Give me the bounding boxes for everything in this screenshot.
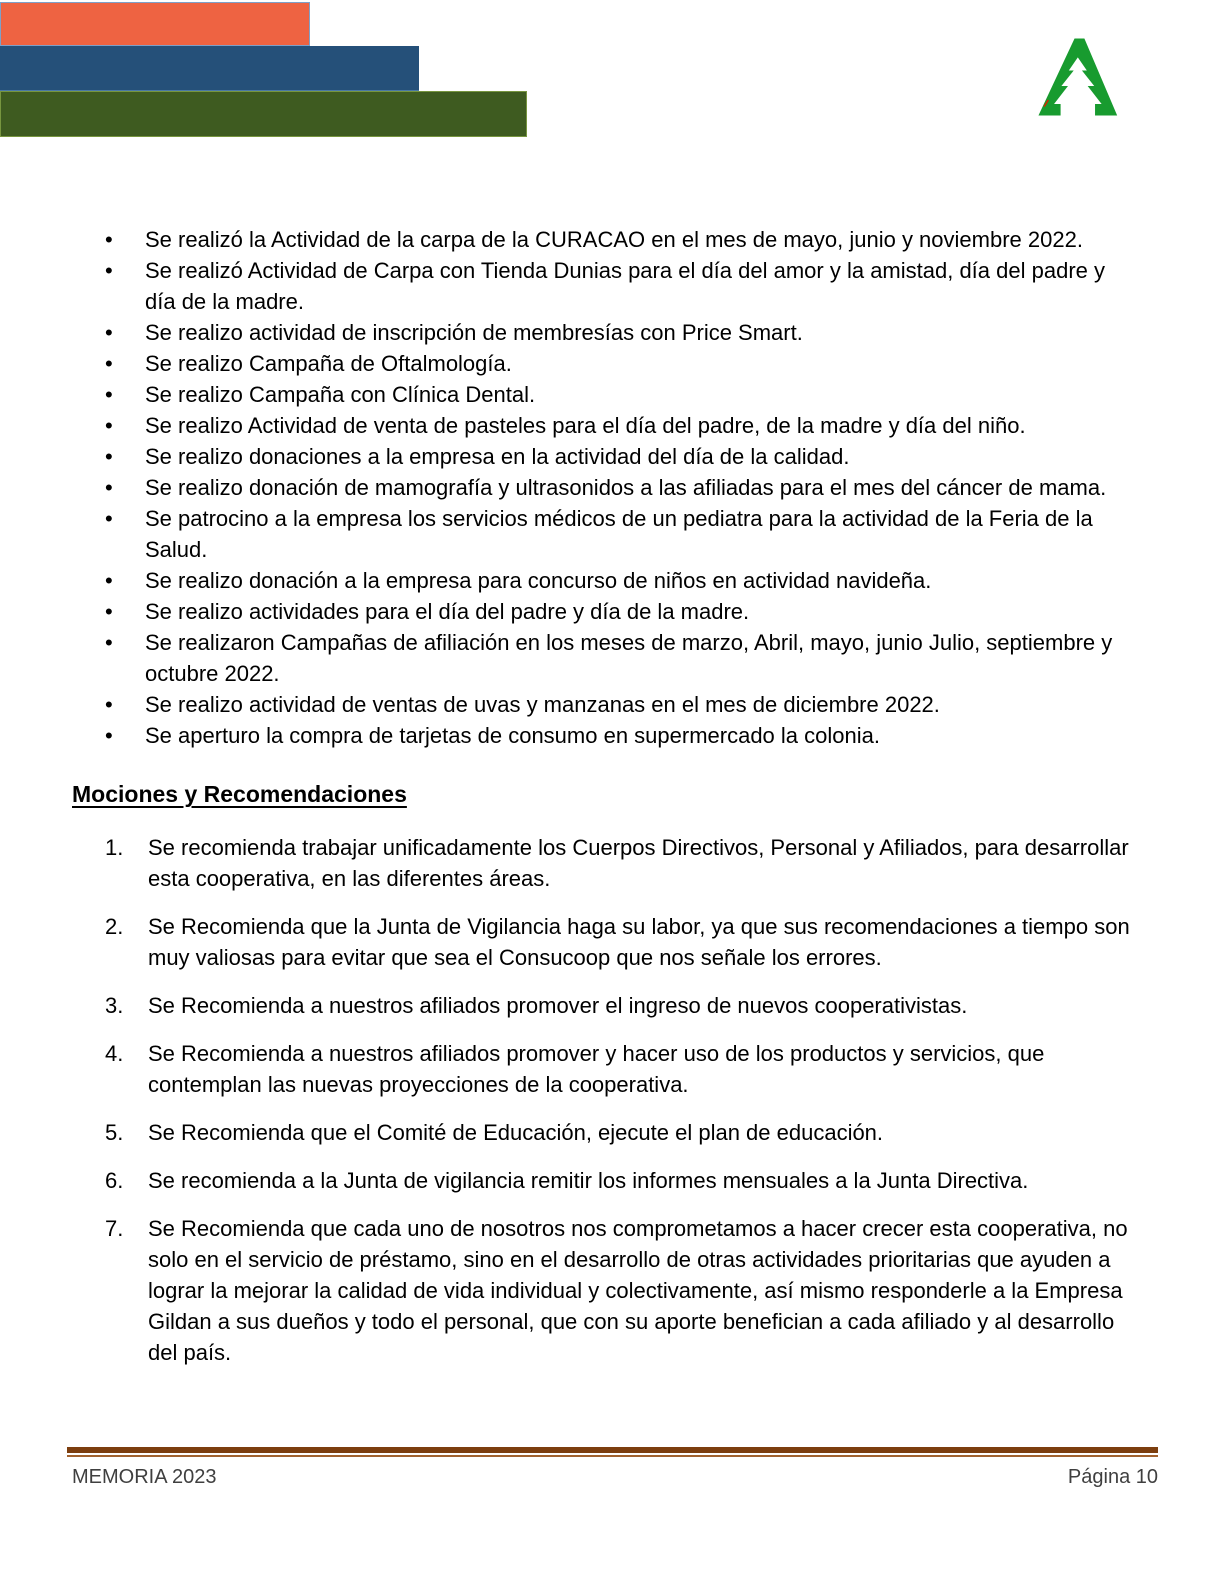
list-item: Se Recomienda a nuestros afiliados promover el ingreso de nuevos cooperativistas.: [148, 993, 968, 1018]
activity-bullet-list: [72, 224, 1130, 751]
list-item: Se Recomienda que el Comité de Educación, ejecute el plan de educación.: [148, 1120, 884, 1145]
footer-rule-dark-line: [67, 1447, 1158, 1453]
list-item: • Se aperturo la compra de tarjetas de consumo en supermercado la colonia.: [72, 720, 1130, 751]
pine-tree-a-logo-icon: [1035, 36, 1119, 118]
list-item: • Se realizo donación a la empresa para concurso de niños en actividad navideña.: [72, 565, 1130, 596]
page-content: [72, 224, 1130, 1385]
list-item: • Se realizo donaciones a la empresa en la actividad del día de la calidad.: [72, 441, 1130, 472]
list-item: • Se realizó la Actividad de la carpa de la CURACAO en el mes de mayo, junio y noviembre 2022.: [72, 224, 1130, 255]
list-item: • Se realizo Campaña con Clínica Dental.: [72, 379, 1130, 410]
blue-bar: [0, 46, 419, 91]
list-item: Se Recomienda que cada uno de nosotros nos comprometamos a hacer crecer esta cooperativa, no solo en el servicio de préstamo, sino en el desarrollo de otras actividades prioritarias que ayuden a lograr la mejorar la calidad de vida individual y colectivamente, así mismo responderle a la Empresa Gildan a sus dueños y todo el personal, que con su aporte benefician a cada afiliado y al desarrollo del país.: [148, 1216, 1128, 1365]
list-item: • Se patrocino a la empresa los servicios médicos de un pediatra para la actividad de la Feria de la Salud.: [72, 503, 1130, 565]
list-item: • Se realizo Campaña de Oftalmología.: [72, 348, 1130, 379]
list-item: • Se realizo donación de mamografía y ultrasonidos a las afiliadas para el mes del cáncer de mama.: [72, 472, 1130, 503]
list-item: Se recomienda trabajar unificadamente los Cuerpos Directivos, Personal y Afiliados, para desarrollar esta cooperativa, en las diferentes áreas.: [148, 835, 1129, 891]
section-heading: Mociones y Recomendaciones: [72, 781, 407, 807]
list-item: Se Recomienda que la Junta de Vigilancia haga su labor, ya que sus recomendaciones a tiempo son muy valiosas para evitar que sea el Consucoop que nos señale los errores.: [148, 914, 1130, 970]
list-item: • Se realizó Actividad de Carpa con Tienda Dunias para el día del amor y la amistad, día del padre y día de la madre.: [72, 255, 1130, 317]
recommendations-numbered-list: [72, 832, 1130, 1368]
list-item: • Se realizo actividades para el día del padre y día de la madre.: [72, 596, 1130, 627]
green-bar: [0, 91, 527, 137]
list-item: • Se realizaron Campañas de afiliación en los meses de marzo, Abril, mayo, junio Julio, septiembre y octubre 2022.: [72, 627, 1130, 689]
footer-rule-light-line: [67, 1455, 1158, 1457]
orange-bar: [0, 2, 310, 46]
footer-document-title: MEMORIA 2023: [72, 1466, 217, 1488]
footer: [72, 1466, 1158, 1489]
list-item: • Se realizo Actividad de venta de pasteles para el día del padre, de la madre y día del niño.: [72, 410, 1130, 441]
list-item: Se Recomienda a nuestros afiliados promover y hacer uso de los productos y servicios, que contemplan las nuevas proyecciones de la cooperativa.: [148, 1041, 1045, 1097]
footer-rule: [67, 1447, 1158, 1457]
list-item: • Se realizo actividad de ventas de uvas y manzanas en el mes de diciembre 2022.: [72, 689, 1130, 720]
list-item: • Se realizo actividad de inscripción de membresías con Price Smart.: [72, 317, 1130, 348]
footer-page-number: Página 10: [1067, 1466, 1158, 1488]
list-item: Se recomienda a la Junta de vigilancia remitir los informes mensuales a la Junta Directiva.: [148, 1168, 1029, 1193]
